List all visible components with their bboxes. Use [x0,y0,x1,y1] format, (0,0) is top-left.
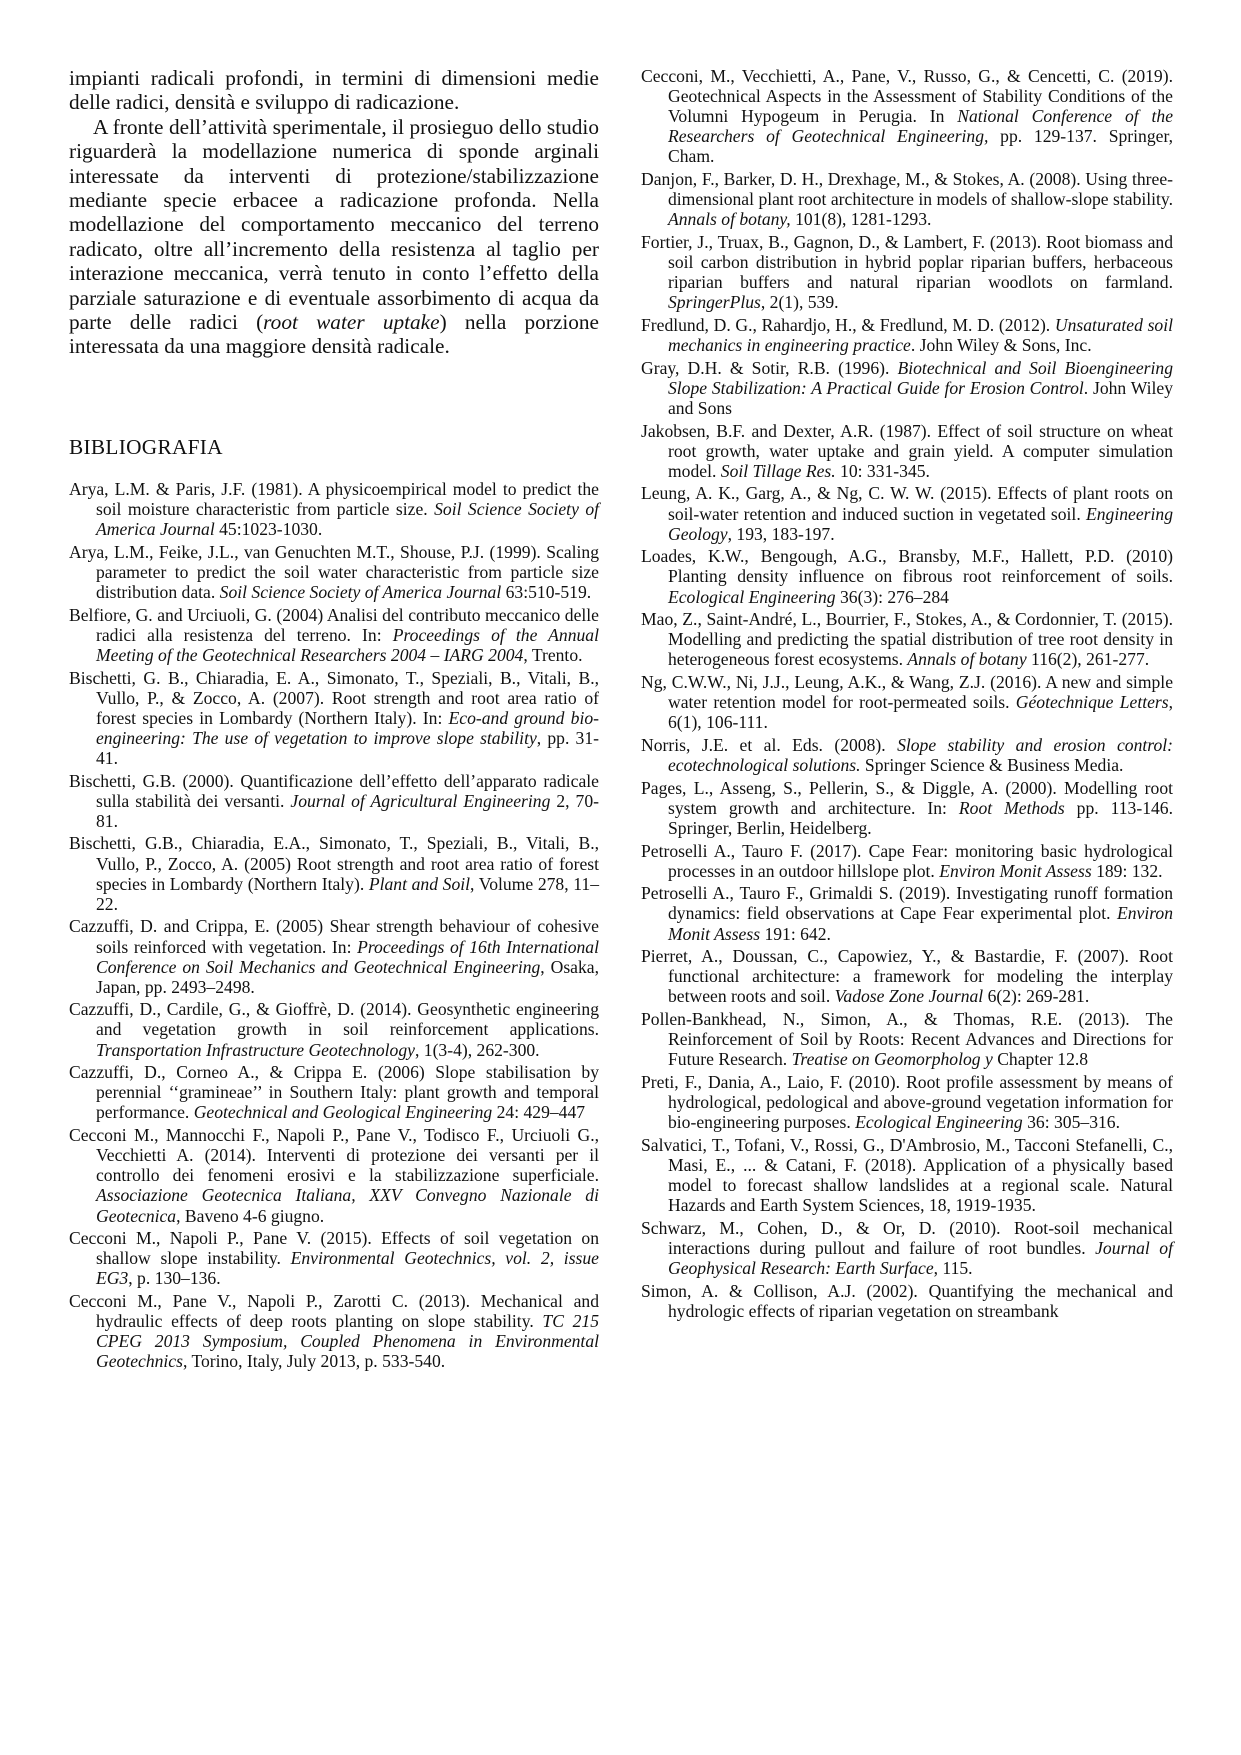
reference-entry [641,1218,1173,1278]
text-segment: 36(3): 276–284 [835,586,949,607]
reference-entry [641,609,1173,669]
text-segment: 191: 642. [760,923,831,944]
text-segment: Salvatici, T., Tofani, V., Rossi, G., D'Ambrosio, M., Tacconi Stefanelli, C., Masi, E., ... & Catani, F. (2018). Application of a physically based model to forecast shallow landslides at a regional scale. Natural Hazards and Earth System Sciences, 18, 1919-1935. [641,1134,1173,1216]
text-segment: Cazzuffi, D., Corneo A., & Crippa E. (2006) Slope stabilisation by perennial ‘‘gramineae’’ in Southern Italy: plant growth and temporal performance. [69,1062,599,1123]
italic-segment: Environ Monit Assess [668,903,1173,944]
text-segment: impianti radicali profondi, in termini di dimensioni medie delle radici, densità e sviluppo di radicazione. [69,66,599,115]
italic-segment: TC 215 CPEG 2013 Symposium, Coupled Phenomena in Environmental Geotechnics [96,1311,600,1372]
text-segment: Simon, A. & Collison, A.J. (2002). Quantifying the mechanical and hydrologic effects of riparian vegetation on streambank [641,1280,1173,1321]
body-paragraph [69,115,599,359]
text-segment: Fredlund, D. G., Rahardjo, H., & Fredlund, M. D. (2012). [641,314,1055,335]
italic-segment: Treatise on Geomorpholog y [791,1049,993,1070]
reference-entry [641,672,1173,732]
text-segment: 2, 70-81. [96,790,599,831]
text-segment: Cecconi M., Mannocchi F., Napoli P., Pane V., Todisco F., Urciuoli G., Vecchietti A. (2014). Interventi di protezione dei versanti per il controllo dei fenomeni erosivi e la stabilizzazione superficiale. [69,1125,599,1186]
reference-entry [641,946,1173,1006]
reference-entry [641,883,1173,943]
text-segment: 63:510-519. [501,581,592,602]
body-paragraph [69,66,599,115]
text-segment: Chapter 12.8 [992,1049,1089,1070]
reference-entry [69,1062,599,1122]
text-segment: Cecconi M., Pane V., Napoli P., Zarotti C. (2013). Mechanical and hydraulic effects of deep roots planting on slope stability. [69,1291,599,1332]
italic-segment: Unsaturated soil mechanics in engineering practice [668,314,1173,355]
italic-segment: Geotechnical and Geological Engineering [193,1102,493,1123]
text-segment: Jakobsen, B.F. and Dexter, A.R. (1987). Effect of soil structure on wheat root growth, water uptake and grain yield. A computer simulation model. [641,420,1173,481]
text-segment: Arya, L.M., Feike, J.L., van Genuchten M.T., Shouse, P.J. (1999). Scaling parameter to predict the soil water characteristic from particle size distribution data. [69,541,599,602]
right-column [641,66,1173,1324]
italic-segment: Soil Science Society of America Journal [219,581,502,602]
text-segment: . John Wiley and Sons [668,377,1174,418]
reference-entry [69,668,599,768]
italic-segment: Annals of botany, [668,209,791,230]
text-segment: , 2(1), 539. [760,292,839,313]
reference-entry [69,771,599,831]
reference-entry [69,605,599,665]
text-segment: Cazzuffi, D., Cardile, G., & Gioffrè, D. (2014). Geosynthetic engineering and vegetation growth in soil reinforcement applications. [69,999,599,1040]
text-segment: , 1(3-4), 262-300. [414,1039,540,1060]
text-segment: Arya, L.M. & Paris, J.F. (1981). A physicoempirical model to predict the soil moisture characteristic from particle size. [69,478,599,519]
reference-entry [641,169,1173,229]
reference-entry [69,916,599,996]
left-column [69,66,599,1374]
text-segment: Pierret, A., Doussan, C., Capowiez, Y., & Bastardie, F. (2007). Root functional architecture: a framework for modeling the interplay between roots and soil. [641,946,1173,1007]
text-segment: Belfiore, G. and Urciuoli, G. (2004) Analisi del contributo meccanico delle radici alla resistenza del terreno. In: [69,604,599,645]
text-segment: Pages, L., Asseng, S., Pellerin, S., & Diggle, A. (2000). Modelling root system growth and architecture. In: [641,777,1173,818]
reference-entry [641,66,1173,166]
text-segment: ) nella porzione interessata da una maggiore densità radicale. [69,310,600,359]
italic-segment: Vadose Zone Journal [834,986,984,1007]
reference-entry [641,546,1173,606]
text-segment: 101(8), 1281-1293. [790,209,932,230]
text-segment: Gray, D.H. & Sotir, R.B. (1996). [641,357,898,378]
italic-segment: Environ Monit Assess [939,860,1092,881]
text-segment: Bischetti, G. B., Chiaradia, E. A., Simonato, T., Speziali, B., Vitali, B., Vullo, P., & Zocco, A. (2007). Root strength and root area ratio of forest species in Lombardy (Northern Italy). In: [69,667,599,728]
italic-segment: Associazione Geotecnica Italiana, XXV Convegno Nazionale di Geotecnica [96,1185,599,1226]
bibliography-title: BIBLIOGRAFIA [69,434,223,459]
reference-entry [69,1291,599,1371]
text-segment: Cecconi, M., Vecchietti, A., Pane, V., Russo, G., & Cencetti, C. (2019). Geotechnical Aspects in the Assessment of Stability Conditions of the Volumni Hypogeum in Perugia. In [641,66,1173,127]
reference-entry [69,479,599,539]
text-segment: pp. 113-146. Springer, Berlin, Heidelberg. [668,797,1174,838]
italic-segment: SpringerPlus [668,292,761,313]
text-segment: . John Wiley & Sons, Inc. [910,335,1092,355]
text-segment: Norris, J.E. et al. Eds. (2008). [641,734,898,755]
reference-entry [641,483,1173,543]
text-segment: , p. 130–136. [128,1268,221,1289]
text-segment: , Volume 278, 11–22. [96,873,599,914]
reference-list-left [69,479,599,1372]
text-segment: Preti, F., Dania, A., Laio, F. (2010). Root profile assessment by means of hydrological, pedological and above-ground vegetation information for bio-engineering purposes. [641,1072,1173,1133]
reference-entry [641,1072,1173,1132]
reference-entry [641,315,1173,355]
text-segment: 6(2): 269-281. [983,986,1090,1007]
italic-segment: Biotechnical and Soil Bioengineering Slope Stabilization: A Practical Guide for Erosion Control [668,357,1173,398]
italic-segment: Eco-and ground bio-engineering: The use of vegetation to improve slope stability [96,707,599,748]
reference-entry [641,421,1173,481]
reference-entry [641,232,1173,312]
text-segment: , Osaka, Japan, pp. 2493–2498. [96,956,599,997]
text-segment: Schwarz, M., Cohen, D., & Or, D. (2010). Root-soil mechanical interactions during pullout and failure of root bundles. [641,1217,1173,1258]
text-segment: Petroselli A., Tauro F., Grimaldi S. (2019). Investigating runoff formation dynamics: field observations at Cape Fear experimental plot. [641,883,1173,924]
reference-entry [69,542,599,602]
reference-entry [641,1135,1173,1215]
text-segment: A fronte dell’attività sperimentale, il prosieguo dello studio riguarderà la modellazione numerica di sponde arginali interessate da interventi di protezione/stabilizzazione mediante specie erbacee a radicazione profonda. Nella modellazione del comportamento meccanico del terreno radicato, oltre all’incremento della resistenza al taglio per interazione meccanica, verrà tenuto in conto l’effetto della parziale saturazione e di eventuale assorbimento di acqua da parte delle radici ( [69,114,599,335]
text-segment: 36: 305–316. [1022,1112,1120,1133]
text-segment: 10: 331-345. [835,460,930,481]
text-segment: 189: 132. [1091,860,1163,881]
text-segment: Bischetti, G.B., Chiaradia, E.A., Simonato, T., Speziali, B., Vitali, B., Vullo, P., Zocco, A. (2005) Root strength and root area ratio of forest species in Lombardy (Northern Italy). [69,833,599,894]
text-segment: , 193, 183-197. [727,523,835,544]
text-segment: Petroselli A., Tauro F. (2017). Cape Fear: monitoring basic hydrological processes in an outdoor hillslope plot. [641,840,1173,881]
reference-entry [641,358,1173,418]
italic-segment: root water uptake [263,310,440,335]
reference-entry [69,999,599,1059]
text-segment: , 115. [933,1258,973,1279]
italic-segment: Transportation Infrastructure Geotechnology [96,1039,415,1060]
reference-entry [69,833,599,913]
text-segment: Leung, A. K., Garg, A., & Ng, C. W. W. (2015). Effects of plant roots on soil-water retention and induced suction in vegetated soil. [641,483,1173,524]
reference-entry [641,1281,1173,1321]
italic-segment: Plant and Soil [368,873,471,894]
text-segment: Mao, Z., Saint-André, L., Bourrier, F., Stokes, A., & Cordonnier, T. (2015). Modelling and predicting the spatial distribution of tree root density in heterogeneous forest ecosystems. [641,609,1173,670]
italic-segment: Proceedings of the Annual Meeting of the Geotechnical Researchers 2004 – IARG 2004 [96,624,599,665]
italic-segment: Proceedings of 16th International Conference on Soil Mechanics and Geotechnical Engineering [96,936,599,977]
reference-entry [641,778,1173,838]
italic-segment: Annals of botany [907,649,1027,670]
italic-segment: Soil Tillage Res. [720,460,836,481]
reference-entry [641,735,1173,775]
text-segment: Fortier, J., Truax, B., Gagnon, D., & Lambert, F. (2013). Root biomass and soil carbon distribution in hybrid poplar riparian buffers, herbaceous riparian buffers and natural riparian woodlots on farmland. [641,231,1173,293]
italic-segment: Géotechnique Letters [1015,692,1169,713]
text-segment: , 6(1), 106-111. [668,692,1174,733]
text-segment: Springer Science & Business Media. [860,755,1124,776]
italic-segment: Ecological Engineering [668,586,836,607]
reference-entry [641,1009,1173,1069]
text-segment: , Torino, Italy, July 2013, p. 533-540. [182,1351,446,1372]
text-segment: Danjon, F., Barker, D. H., Drexhage, M., & Stokes, A. (2008). Using three-dimensional plant root architecture in models of shallow-slope stability. [641,169,1173,210]
italic-segment: National Conference of the Researchers of Geotechnical Engineering, [668,106,1174,147]
text-segment: Pollen-Bankhead, N., Simon, A., & Thomas, R.E. (2013). The Reinforcement of Soil by Roots: Recent Advances and Directions for Future Research. [641,1009,1173,1070]
reference-entry [641,841,1173,881]
italic-segment: Engineering Geology [668,503,1173,544]
reference-entry [69,1125,599,1225]
text-segment: 45:1023-1030. [214,519,323,540]
italic-segment: Environmental Geotechnics, vol. 2, issue EG3 [96,1248,599,1289]
text-segment: pp. 129-137. Springer, Cham. [668,126,1173,167]
reference-list-right [641,66,1173,1321]
text-segment: Bischetti, G.B. (2000). Quantificazione dell’effetto dell’apparato radicale sulla stabilità dei versanti. [69,770,599,811]
text-segment: 116(2), 261-277. [1026,649,1150,670]
reference-entry [69,1228,599,1288]
italic-segment: Soil Science Society of America Journal [96,498,599,540]
text-segment: Cazzuffi, D. and Crippa, E. (2005) Shear strength behaviour of cohesive soils reinforced with vegetation. In: [69,916,599,957]
italic-segment: Journal of Agricultural Engineering [290,790,551,811]
text-segment: 24: 429–447 [492,1102,586,1123]
text-segment: Ng, C.W.W., Ni, J.J., Leung, A.K., & Wang, Z.J. (2016). A new and simple water retention model for root-permeated soils. [641,672,1173,713]
italic-segment: Slope stability and erosion control: ecotechnological solutions. [668,734,1173,776]
text-segment: , Baveno 4-6 giugno. [176,1205,325,1226]
text-segment: Cecconi M., Napoli P., Pane V. (2015). Effects of soil vegetation on shallow slope instability. [69,1228,599,1269]
italic-segment: Root Methods [958,797,1065,818]
text-segment: , pp. 31-41. [96,727,599,768]
text-segment: , Trento. [523,644,583,665]
text-segment: Loades, K.W., Bengough, A.G., Bransby, M.F., Hallett, P.D. (2010) Planting density influence on fibrous root reinforcement of soils. [641,546,1173,587]
body-text [69,66,599,359]
italic-segment: Ecological Engineering [855,1112,1023,1133]
italic-segment: Journal of Geophysical Research: Earth Surface [668,1237,1173,1279]
